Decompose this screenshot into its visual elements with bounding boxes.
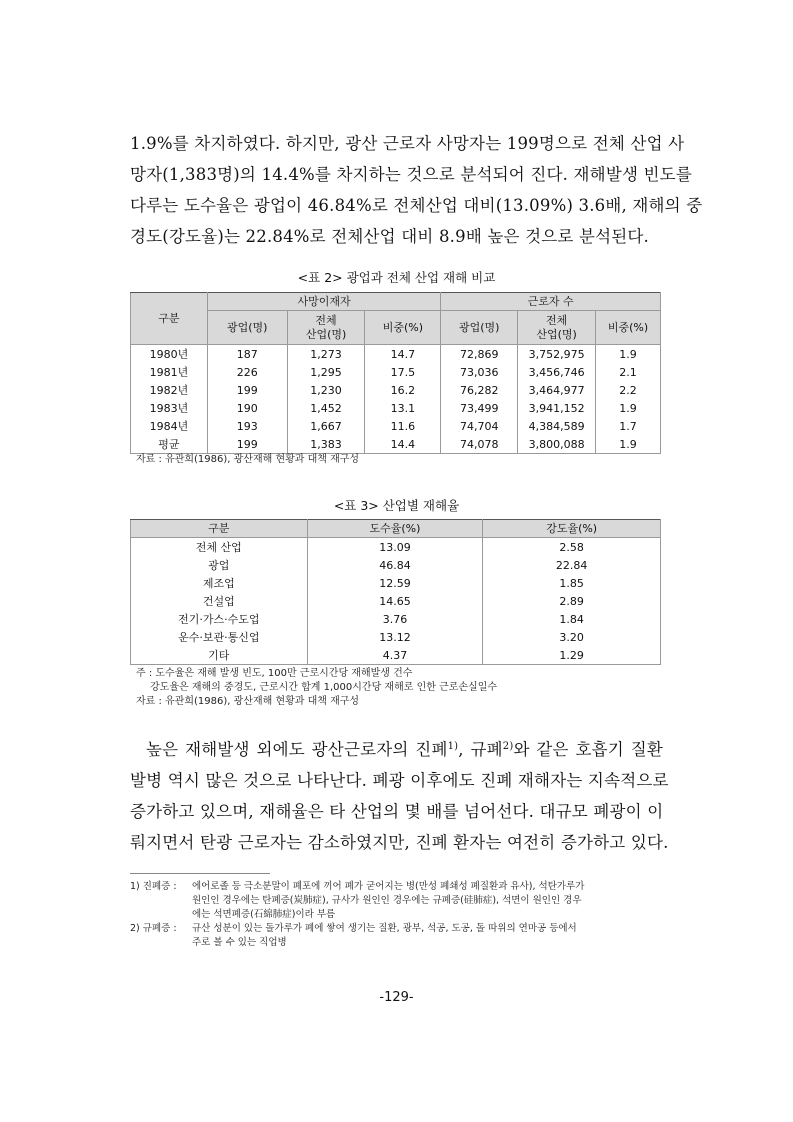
table-row (131, 610, 661, 628)
table-row (131, 628, 661, 646)
table-cell: 1.7 (596, 417, 661, 435)
table-cell: 1980년 (131, 345, 208, 364)
table3-source: 자료 : 유관희(1986), 광산재해 현황과 대책 재구성 (136, 696, 360, 707)
table-row (131, 646, 661, 665)
table-cell: 74,704 (441, 417, 518, 435)
table-cell: 73,499 (441, 399, 518, 417)
table-cell: 193 (207, 417, 287, 435)
table-cell: 14.65 (307, 592, 483, 610)
table-cell: 1,295 (287, 363, 365, 381)
table-row (131, 417, 661, 435)
table-row (131, 345, 661, 364)
table2-subheader: 전체 산업(명) (518, 311, 596, 345)
table-cell: 1981년 (131, 363, 208, 381)
table-cell: 16.2 (365, 381, 441, 399)
table3-note: 주 : 도수율은 재해 발생 빈도, 100만 근로시간당 재해발생 건수 (136, 668, 413, 679)
table-cell: 운수·보관·통신업 (131, 628, 308, 646)
table-cell: 13.1 (365, 399, 441, 417)
table-cell: 14.4 (365, 435, 441, 454)
table-cell: 3.76 (307, 610, 483, 628)
table-cell: 13.12 (307, 628, 483, 646)
table2-header-workers: 근로자 수 (441, 293, 661, 311)
page-number: -129- (379, 990, 414, 1005)
table2-subheader: 광업(명) (441, 311, 518, 345)
paragraph-line: 발병 역시 많은 것으로 나타난다. 폐광 이후에도 진폐 재해자는 지속적으로 (130, 771, 669, 790)
paragraph-line: 뤄지면서 탄광 근로자는 감소하였지만, 진폐 환자는 여전히 증가하고 있다. (130, 833, 669, 852)
paragraph-line: 증가하고 있으며, 재해율은 타 산업의 몇 배를 넘어선다. 대규모 폐광이 이 (130, 802, 664, 821)
table-cell: 1.84 (483, 610, 661, 628)
paragraph-line: 다루는 도수율은 광업이 46.84%로 전체산업 대비(13.09%) 3.6배, 재해의 중 (130, 196, 703, 215)
table-row (131, 556, 661, 574)
paragraph-line (130, 734, 663, 765)
table-cell: 1.9 (596, 345, 661, 364)
paragraph-line: 1.9%를 차지하였다. 하지만, 광산 근로자 사망자는 199명으로 전체 산업 사 (130, 134, 685, 153)
table-cell: 1.9 (596, 399, 661, 417)
paragraph-line: 경도(강도율)는 22.84%로 전체산업 대비 8.9배 높은 것으로 분석된다. (130, 227, 649, 246)
table-cell: 72,869 (441, 345, 518, 364)
table-cell: 17.5 (365, 363, 441, 381)
table2 (130, 292, 661, 454)
table-cell: 1982년 (131, 381, 208, 399)
footnote-label: 1) 진폐증 : (130, 881, 177, 892)
paragraph-text: 높은 재해발생 외에도 광산근로자의 진폐 (146, 740, 448, 759)
table-row (131, 399, 661, 417)
table-cell: 3,456,746 (518, 363, 596, 381)
paragraph-1 (130, 128, 703, 252)
table-cell: 기타 (131, 646, 308, 665)
table-cell: 1.29 (483, 646, 661, 665)
table-cell: 3,800,088 (518, 435, 596, 454)
table-cell: 13.09 (307, 538, 483, 557)
footnote-label: 2) 규폐증 : (130, 923, 177, 934)
table-cell: 3.20 (483, 628, 661, 646)
table2-caption: <표 2> 광업과 전체 산업 재해 비교 (297, 270, 496, 285)
table3-header: 도수율(%) (307, 520, 483, 538)
table-cell: 199 (207, 381, 287, 399)
table3-header: 강도율(%) (483, 520, 661, 538)
table-cell: 1983년 (131, 399, 208, 417)
table-cell: 평균 (131, 435, 208, 454)
table-cell: 1,383 (287, 435, 365, 454)
table-row (131, 381, 661, 399)
paragraph-text: , 규폐 (458, 740, 503, 759)
table-cell: 광업 (131, 556, 308, 574)
footnote-line: 규산 성분이 있는 돌가루가 폐에 쌓여 생기는 질환, 광부, 석공, 도공, 돌 따위의 연마공 등에서 (192, 923, 577, 934)
table3-caption: <표 3> 산업별 재해율 (333, 498, 460, 513)
table-row (131, 574, 661, 592)
footnote-line: 에어로졸 등 극소분말이 폐포에 끼어 폐가 굳어지는 병(만성 폐쇄성 폐질환과 유사), 석탄가루가 (192, 881, 585, 892)
table2-source: 자료 : 유관희(1986), 광산재해 현황과 대책 재구성 (136, 454, 360, 465)
table2-header-casualties: 사망이재자 (207, 293, 440, 311)
table3 (130, 519, 661, 665)
footnote-line: 원인인 경우에는 탄폐증(炭肺症), 규사가 원인인 경우에는 규폐증(硅肺症), 석면이 원인인 경우 (192, 895, 582, 906)
table-cell: 76,282 (441, 381, 518, 399)
table-row (131, 435, 661, 454)
table-cell: 3,752,975 (518, 345, 596, 364)
footnote-ref-2: 2) (502, 741, 514, 752)
footnote-1 (130, 880, 670, 922)
table-cell: 73,036 (441, 363, 518, 381)
table-cell: 건설업 (131, 592, 308, 610)
table3-header: 구분 (131, 520, 308, 538)
table2-subheader: 광업(명) (207, 311, 287, 345)
table-cell: 22.84 (483, 556, 661, 574)
table-cell: 226 (207, 363, 287, 381)
table-cell: 190 (207, 399, 287, 417)
table-cell: 4.37 (307, 646, 483, 665)
paragraph-line: 망자(1,383명)의 14.4%를 차지하는 것으로 분석되어 진다. 재해발생 빈도를 (130, 165, 692, 184)
table-row (131, 592, 661, 610)
table3-note-continued: 강도율은 재해의 중경도, 근로시간 합계 1,000시간당 재해로 인한 근로손실일수 (150, 682, 498, 693)
footnote-line: 주로 볼 수 있는 직업병 (192, 937, 287, 948)
table-cell: 전기·가스·수도업 (131, 610, 308, 628)
table-cell: 12.59 (307, 574, 483, 592)
table-cell: 전체 산업 (131, 538, 308, 557)
table-cell: 2.2 (596, 381, 661, 399)
table-cell: 4,384,589 (518, 417, 596, 435)
table-cell: 3,464,977 (518, 381, 596, 399)
table2-header-category: 구분 (131, 293, 208, 345)
table-cell: 74,078 (441, 435, 518, 454)
table-row (131, 363, 661, 381)
table-cell: 199 (207, 435, 287, 454)
table-cell: 1,667 (287, 417, 365, 435)
table-cell: 46.84 (307, 556, 483, 574)
table-cell: 2.1 (596, 363, 661, 381)
table-cell: 1.85 (483, 574, 661, 592)
paragraph-text: 와 같은 호흡기 질환 (513, 740, 663, 759)
table-cell: 1,273 (287, 345, 365, 364)
table-cell: 1.9 (596, 435, 661, 454)
table2-subheader: 비중(%) (596, 311, 661, 345)
table-cell: 제조업 (131, 574, 308, 592)
table-row (131, 538, 661, 557)
footnote-divider (130, 873, 270, 874)
table-cell: 1,452 (287, 399, 365, 417)
footnote-line: 에는 석면폐증(石綿肺症)이라 부름 (192, 909, 336, 920)
table2-subheader: 비중(%) (365, 311, 441, 345)
table-cell: 14.7 (365, 345, 441, 364)
paragraph-2 (130, 734, 669, 858)
footnote-ref-1: 1) (447, 741, 459, 752)
table-cell: 1,230 (287, 381, 365, 399)
table-cell: 3,941,152 (518, 399, 596, 417)
footnote-2 (130, 922, 670, 950)
table2-subheader: 전체 산업(명) (287, 311, 365, 345)
table-cell: 2.58 (483, 538, 661, 557)
table-cell: 1984년 (131, 417, 208, 435)
table-cell: 187 (207, 345, 287, 364)
table-cell: 2.89 (483, 592, 661, 610)
table-cell: 11.6 (365, 417, 441, 435)
